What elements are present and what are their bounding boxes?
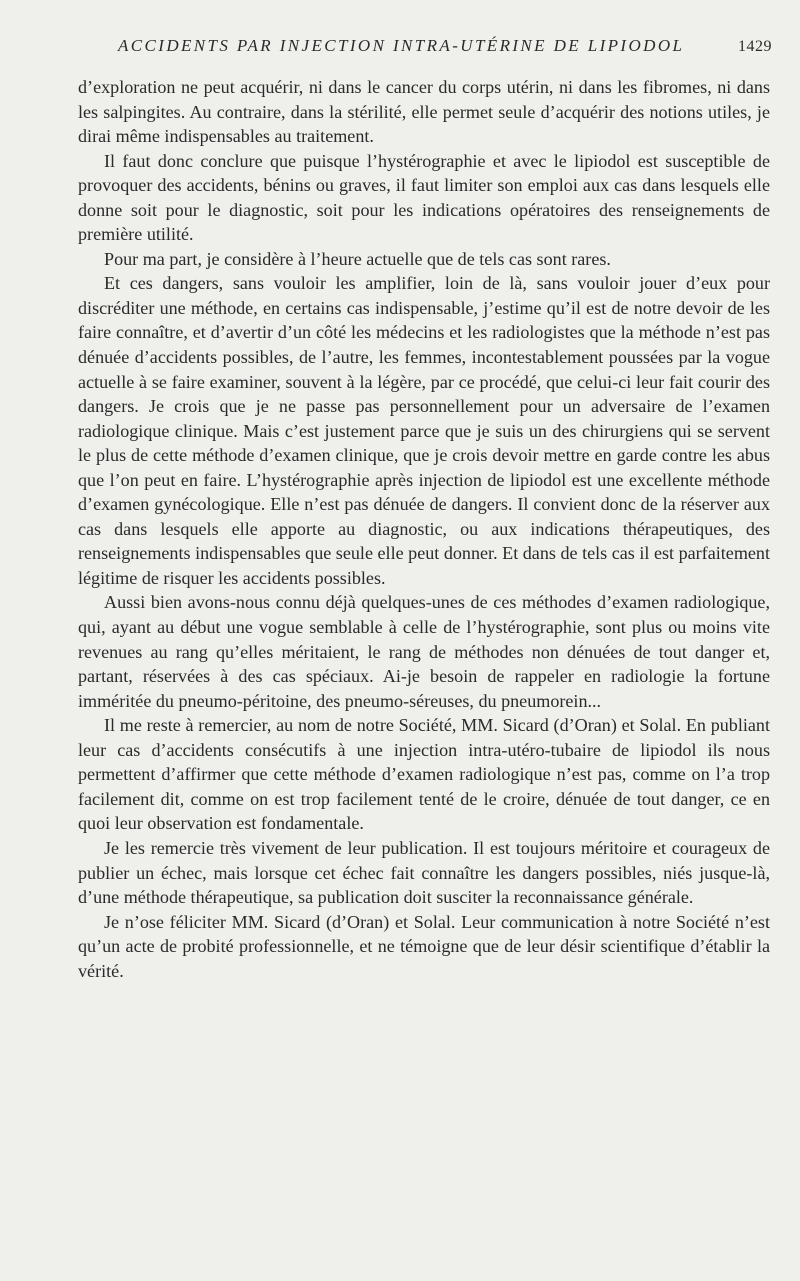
running-header xyxy=(78,36,772,60)
page-number: 1429 xyxy=(738,38,772,55)
paragraph: Il me reste à remercier, au nom de notre Société, MM. Sicard (d’Oran) et Solal. En publiant leur cas d’accidents consécutifs à une injection intra-utéro-tubaire de lipiodol ils nous permettent d’affirmer que cette méthode d’examen radiologique n’est pas, comme on l’a trop facilement dit, comme on est trop facilement tenté de le croire, dénuée de tout danger, ce en quoi leur observation est fondamentale. xyxy=(78,715,770,834)
paragraph-continuation: d’exploration ne peut acquérir, ni dans le cancer du corps utérin, ni dans les fibromes, ni dans les salpingites. Au contraire, dans la stérilité, elle permet seule d’acquérir des notions utiles, je dirai même indispensables au traitement. xyxy=(78,77,770,147)
paragraph: Il faut donc conclure que puisque l’hystérographie et avec le lipiodol est susceptible de provoquer des accidents, bénins ou graves, il faut limiter son emploi aux cas dans lesquels elle donne soit pour le diagnostic, soit pour les indications opératoires des renseignements de première utilité. xyxy=(78,150,770,245)
paragraph: Et ces dangers, sans vouloir les amplifier, loin de là, sans vouloir jouer d’eux pour discréditer une méthode, en certains cas indispensable, j’estime qu’il est de notre devoir de les faire connaître, et d’avertir d’un côté les médecins et les radiologistes que la méthode n’est pas dénuée d’accidents possibles, de l’autre, les femmes, incontestablement poussées par la vogue actuelle à se faire examiner, souvent à la légère, par ce procédé, que celui-ci leur fait courir des dangers. Je crois que je ne passe pas personnellement pour un adversaire de l’examen radiologique clinique. Mais c’est justement parce que je suis un des chirurgiens qui se servent le plus de cette méthode d’examen clinique, que je crois devoir mettre en garde contre les abus que l’on peut en faire. L’hystérographie après injection de lipiodol est une excellente méthode d’examen gynécologique. Elle n’est pas dénuée de dangers. Il convient donc de la réserver aux cas dans lesquels elle apporte au diagnostic, ou aux indications thérapeutiques, des renseignements indispensables que seule elle peut donner. Et dans de tels cas il est parfaitement légitime de risquer les accidents possibles. xyxy=(78,273,770,588)
paragraph: Pour ma part, je considère à l’heure actuelle que de tels cas sont rares. xyxy=(104,248,611,269)
paragraph: Je les remercie très vivement de leur publication. Il est toujours méritoire et courageux de publier un échec, mais lorsque cet échec fait connaître les dangers possibles, niés jusque-là, d’une méthode thérapeutique, sa publication doit susciter la reconnaissance générale. xyxy=(78,837,770,908)
paragraph: Je n’ose féliciter MM. Sicard (d’Oran) et Solal. Leur communication à notre Société n’est qu’un acte de probité professionnelle, et ne témoigne que de leur désir scientifique d’établir la vérité. xyxy=(78,911,770,981)
paragraph: Aussi bien avons-nous connu déjà quelques-unes de ces méthodes d’examen radiologique, qui, ayant au début une vogue semblable à celle de l’hystérographie, sont plus ou moins vite revenues au rang qu’elles méritaient, le rang de méthodes non dénuées de tout danger et, partant, réservées à des cas spéciaux. Ai-je besoin de rappeler en radiologie la fortune imméritée du pneumo-péritoine, des pneumo-séreuses, du pneumorein... xyxy=(78,592,770,711)
body-text xyxy=(78,75,770,983)
running-title: ACCIDENTS PAR INJECTION INTRA-UTÉRINE DE LIPIODOL xyxy=(118,36,685,55)
